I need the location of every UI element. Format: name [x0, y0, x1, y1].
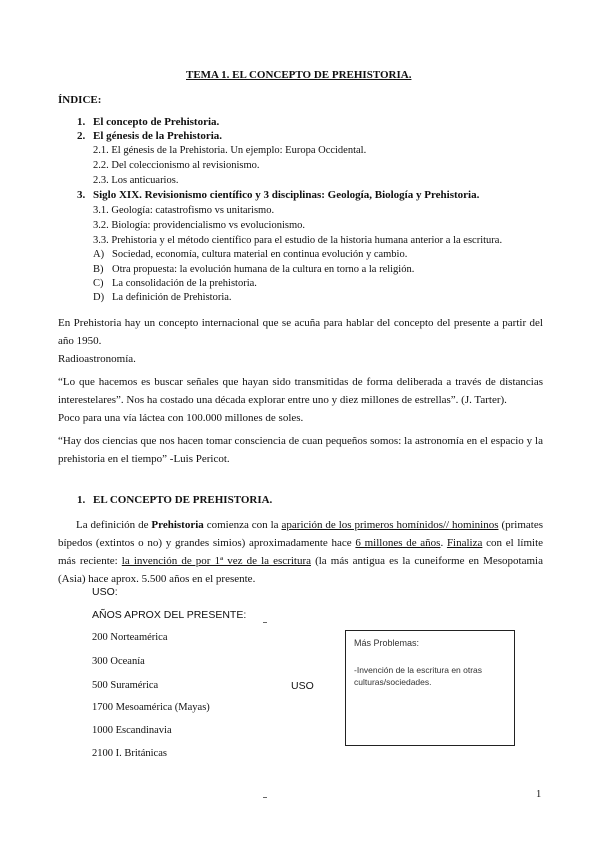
- list-item: 1700 Mesoamérica (Mayas): [92, 702, 210, 713]
- uso-mid-label: USO: [291, 680, 314, 692]
- index-subitem-2-1: 2.1. El génesis de la Prehistoria. Un ejemplo: Europa Occidental.: [93, 145, 367, 156]
- definition-paragraph: [58, 516, 543, 588]
- paragraph-concept: En Prehistoria hay un concepto internacional que se acuña para hablar del concepto del presente a partir del año 1950.: [58, 317, 543, 347]
- page-number: 1: [536, 789, 542, 800]
- index-item-2-number: 2.: [77, 130, 86, 142]
- list-item: 200 Norteamérica: [92, 632, 168, 643]
- index-letter-b-text: Otra propuesta: la evolución humana de la cultura en torno a la religión.: [112, 264, 415, 275]
- index-letter-c-text: La consolidación de la prehistoria.: [112, 278, 257, 289]
- def-text-e: (primates bípedos (extintos o no) y grandes simios) aproximadamente hace: [58, 519, 543, 549]
- list-item: 300 Oceanía: [92, 656, 145, 667]
- notes-box-title: Más Problemas:: [354, 638, 420, 648]
- def-text-c: comienza con la: [203, 519, 282, 531]
- index-letter-a-text: Sociedad, economía, cultura material en continua evolución y cambio.: [112, 249, 408, 260]
- def-term-prehistoria: Prehistoria: [151, 519, 204, 531]
- def-text-g: .: [440, 537, 447, 549]
- list-item: 2100 I. Británicas: [92, 748, 167, 759]
- page-title: TEMA 1. EL CONCEPTO DE PREHISTORIA.: [186, 69, 412, 81]
- index-letter-c: C): [93, 278, 104, 289]
- index-item-3-number: 3.: [77, 189, 86, 201]
- index-subitem-2-3: 2.3. Los anticuarios.: [93, 175, 179, 186]
- index-item-1-number: 1.: [77, 116, 86, 128]
- index-subitem-3-1: 3.1. Geología: catastrofismo vs unitarismo.: [93, 205, 275, 216]
- notes-box: [345, 630, 515, 746]
- index-heading: ÍNDICE:: [58, 94, 102, 106]
- index-letter-b: B): [93, 264, 104, 275]
- def-text-i: con el límite más reciente:: [58, 537, 544, 567]
- section-title: EL CONCEPTO DE PREHISTORIA.: [93, 494, 273, 506]
- def-text-a: La definición de: [76, 519, 152, 531]
- notes-box-text-2: culturas/sociedades.: [354, 677, 432, 687]
- def-text-k: (la más antigua es la cuneiforme en Mesopotamia (Asia) hace aprox. 5.500 años en el presente.: [58, 555, 543, 585]
- section-number: 1.: [77, 494, 86, 506]
- index-letter-d-text: La definición de Prehistoria.: [112, 292, 232, 303]
- small-mark: [263, 797, 267, 798]
- index-letter-a: A): [93, 249, 105, 260]
- paragraph-quote-pericot: “Hay dos ciencias que nos hacen tomar consciencia de cuan pequeños somos: la astronomía en el espacio y la prehistoria en el tiempo” -Luis Pericot.: [58, 435, 543, 465]
- def-finaliza: Finaliza: [446, 537, 483, 549]
- def-first-hominids: aparición de los primeros homínidos// homininos: [281, 519, 499, 531]
- index-item-3: Siglo XIX. Revisionismo científico y 3 disciplinas: Geología, Biología y Prehistoria.: [93, 189, 480, 201]
- notes-box-text-1: -Invención de la escritura en otras: [354, 665, 483, 675]
- small-mark: [263, 622, 267, 623]
- paragraph-milky-way: Poco para una vía láctea con 100.000 millones de soles.: [58, 412, 304, 424]
- index-subitem-2-2: 2.2. Del coleccionismo al revisionismo.: [93, 160, 260, 171]
- index-item-2: El génesis de la Prehistoria.: [93, 130, 223, 142]
- paragraph-radioastronomy: Radioastronomía.: [58, 353, 136, 365]
- def-writing-invention: la invención de por 1ª vez de la escritura: [121, 555, 311, 567]
- index-subitem-3-3: 3.3. Prehistoria y el método científico para el estudio de la historia humana anterior a la escritura.: [93, 235, 503, 246]
- uso-label: USO:: [92, 586, 118, 598]
- anos-label: AÑOS APROX DEL PRESENTE:: [92, 609, 247, 621]
- def-six-million-years: 6 millones de años: [355, 537, 441, 549]
- index-subitem-3-2: 3.2. Biología: providencialismo vs evolucionismo.: [93, 220, 306, 231]
- list-item: 1000 Escandinavia: [92, 725, 172, 736]
- paragraph-quote-tarter: “Lo que hacemos es buscar señales que hayan sido transmitidas de forma deliberada a través de distancias interestelares”. Nos ha costado una década explorar entre uno y diez millones de estrellas”. (J. Tarter).: [58, 376, 543, 406]
- index-item-1: El concepto de Prehistoria.: [93, 116, 220, 128]
- list-item: 500 Suramérica: [92, 680, 159, 691]
- index-letter-d: D): [93, 292, 105, 303]
